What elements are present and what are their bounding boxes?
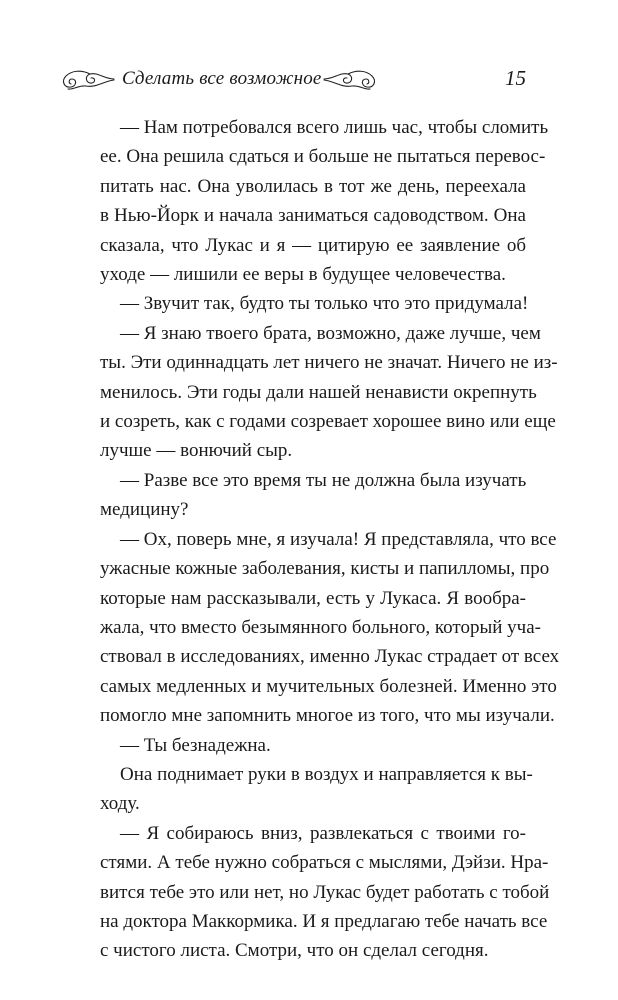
- text-line: — Звучит так, будто ты только что это придумала!: [120, 293, 529, 315]
- text-line: уходе — лишили ее веры в будущее человечества.: [100, 264, 506, 286]
- text-line: самых медленных и мучительных болезней. Именно это: [100, 675, 557, 697]
- paragraph: [100, 760, 533, 819]
- text-line: ее. Она решила сдаться и больше не пытаться перевос-: [100, 146, 546, 168]
- paragraph: [100, 525, 560, 731]
- text-line: помогло мне запомнить многое из того, что мы изучали.: [100, 705, 555, 727]
- text-line: с чистого листа. Смотри, что он сделал сегодня.: [100, 940, 489, 962]
- page-number: 15: [505, 66, 526, 90]
- text-line: — Разве все это время ты не должна была изучать: [120, 469, 527, 491]
- swash-ornament-icon: [322, 66, 380, 92]
- text-line: ты. Эти одиннадцать лет ничего не значат. Ничего не из-: [100, 352, 558, 374]
- text-line: на доктора Маккормика. И я предлагаю тебе начать все: [100, 910, 548, 932]
- text-line: — Я собираюсь вниз, развлекаться с твоими го-: [120, 822, 526, 844]
- paragraph: [100, 289, 529, 318]
- swash-ornament-icon: [58, 66, 116, 92]
- text-line: в Нью-Йорк и начала заниматься садоводством. Она: [100, 205, 526, 227]
- paragraph: [100, 113, 549, 289]
- text-line: — Ох, поверь мне, я изучала! Я представляла, что все: [120, 528, 557, 550]
- text-line: лучше — вонючий сыр.: [100, 440, 293, 462]
- text-line: сказала, что Лукас и я — цитирую ее заявление об: [100, 234, 526, 256]
- text-line: вится тебе это или нет, но Лукас будет работать с тобой: [100, 881, 550, 903]
- text-line: питать нас. Она уволилась в тот же день, переехала: [100, 175, 526, 197]
- text-line: которые нам рассказывали, есть у Лукаса. Я вообра-: [100, 587, 526, 609]
- running-head-title: Сделать все возможное: [122, 68, 322, 89]
- text-line: менилось. Эти годы дали нашей ненависти окрепнуть: [100, 381, 537, 403]
- text-line: — Я знаю твоего брата, возможно, даже лучше, чем: [120, 322, 541, 344]
- text-line: стями. А тебе нужно собраться с мыслями, Дэйзи. Нра-: [100, 852, 549, 874]
- text-line: жала, что вместо безымянного больного, который уча-: [100, 616, 541, 638]
- paragraph: [100, 819, 550, 966]
- paragraph: [100, 466, 526, 525]
- running-head: [58, 62, 530, 98]
- body-text: [100, 113, 560, 966]
- text-line: ужасные кожные заболевания, кисты и папилломы, про: [100, 558, 550, 580]
- paragraph: [100, 731, 526, 760]
- text-line: Она поднимает руки в воздух и направляется к вы-: [120, 763, 533, 785]
- text-line: — Нам потребовался всего лишь час, чтобы сломить: [120, 117, 549, 138]
- text-line: — Ты безнадежна.: [120, 734, 271, 756]
- text-line: ствовал в исследованиях, именно Лукас страдает от всех: [100, 646, 560, 668]
- text-line: и созреть, как с годами созревает хорошее вино или еще: [100, 411, 556, 433]
- text-line: медицину?: [100, 499, 189, 521]
- paragraph: [100, 319, 558, 466]
- text-line: ходу.: [100, 793, 140, 815]
